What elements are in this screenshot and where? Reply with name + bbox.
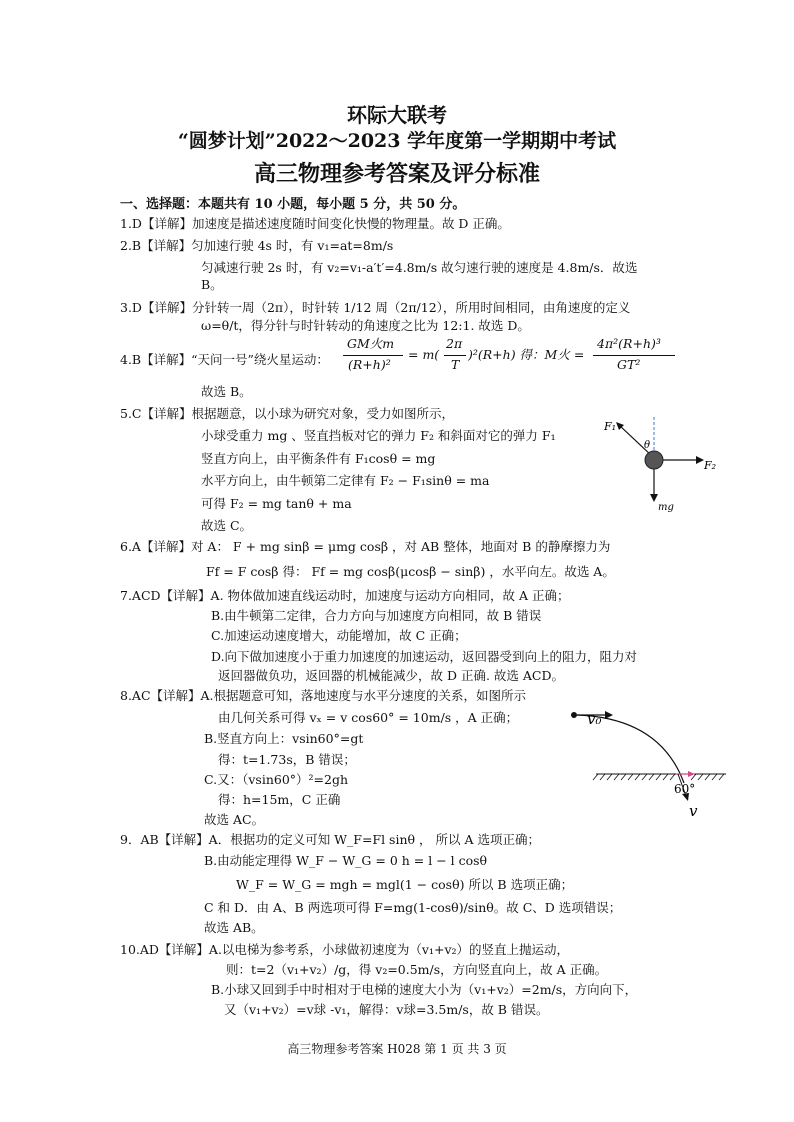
answer-q8-line1: 8.AC【详解】A.根据题意可知，落地速度与水平分速度的关系，如图所示 [120,688,527,703]
ball [645,451,663,469]
answer-q7-line4: D.向下做加速度小于重力加速度的加速运动，返回器受到向上的阻力，阻力对 [211,649,638,664]
force-diagram [596,412,726,517]
exam-organizer: 环际大联考 [347,103,447,127]
answer-q8-line2: 由几何关系可得 vₓ = v cos60° = 10m/s ，A 正确； [218,710,519,725]
label-mg: mg [658,502,674,513]
q4-frac1-num: GM火m [347,336,395,351]
answer-q9-line4: C 和 D．由 A、B 两选项可得 F=mg(1-cosθ)/sinθ。故 C、D 选项错误； [204,900,622,915]
answer-q5-line3: 竖直方向上，由平衡条件有 F₁cosθ = mg [201,451,436,466]
arrowhead-icon [696,456,704,464]
fraction-bar [343,355,403,356]
answer-q5-line5: 可得 F₂ = mg tanθ + ma [201,496,352,511]
projectile-diagram [568,700,734,822]
page-title: 高三物理参考答案及评分标准 [253,161,540,187]
fraction-bar [593,355,675,356]
answer-q5-line1: 5.C【详解】根据题意，以小球为研究对象，受力如图所示， [120,406,454,421]
answer-q2-line2: 匀减速行驶 2s 时，有 v₂=v₁-a′t′=4.8m/s 故匀速行驶的速度是 4.8m/s．故选 [201,260,638,275]
answer-q8-line4: 得：t=1.73s，B 错误； [218,752,356,767]
answer-q8-line3: B.竖直方向上：vsin60°=gt [204,731,364,746]
arrowhead-icon [650,494,658,502]
q4-frac2-num: 2π [446,336,463,351]
q4-frac1-den: (R+h)² [348,357,391,372]
answer-q6-line1: 6.A【详解】对 A： F + mg sinβ = μmg cosβ ，对 AB 整体，地面对 B 的静摩擦力为 [120,539,611,554]
answer-q3-line2: ω=θ/t，得分针与时针转动的角速度之比为 12:1. 故选 D。 [201,318,530,333]
answer-q9-line2: B.由动能定理得 W_F − W_G = 0 h = l − l cosθ [204,853,488,868]
answer-q2-line3: B。 [201,277,223,292]
answer-q8-line7: 故选 AC。 [204,812,265,827]
answer-q7-line5: 返回器做负功，返回器的机械能减少，故 D 正确. 故选 ACD。 [218,668,565,683]
answer-q10-line1: 10.AD【详解】A.以电梯为参考系，小球做初速度为（v₁+v₂）的竖直上抛运动， [120,942,570,957]
page-footer: 高三物理参考答案 H028 第 1 页 共 3 页 [287,1042,507,1056]
label-v0: v₀ [587,710,602,728]
answer-q5-line6: 故选 C。 [201,518,253,533]
answer-q7-line2: B.由牛顿第二定律，合力方向与加速度方向相同，故 B 错误 [211,608,542,623]
answer-q4-line2: 故选 B。 [201,384,252,399]
answer-q9-line1: 9．AB【详解】A．根据功的定义可知 W_F=Fl sinθ ， 所以 A 选项正确； [120,832,540,847]
exam-title: “圆梦计划”2022～2023 学年度第一学期期中考试 [177,130,617,152]
answer-q7-line3: C.加速运动速度增大，动能增加，故 C 正确； [211,628,467,643]
label-f2: F₂ [704,459,717,472]
label-f1: F₁ [604,420,617,433]
answer-q9-line3: W_F = W_G = mgh = mgl(1 − cosθ) 所以 B 选项正确； [236,877,574,892]
answer-q10-line4: 又（v₁+v₂）=v球 -v₁，解得：v球=3.5m/s，故 B 错误。 [224,1002,549,1017]
answer-q4-line1: 4.B【详解】“天问一号”绕火星运动： [120,352,329,367]
answer-q5-line2: 小球受重力 mg 、竖直挡板对它的弹力 F₂ 和斜面对它的弹力 F₁ [201,428,556,443]
answer-q8-line5: C.又：（vsin60°）²=2gh [204,772,349,787]
answer-q1: 1.D【详解】加速度是描述速度随时间变化快慢的物理量。故 D 正确。 [120,216,510,231]
ground-hatching [593,774,724,780]
label-v: v [689,802,698,820]
answer-q9-line5: 故选 AB。 [204,920,264,935]
q4-frac3-num: 4π²(R+h)³ [597,336,661,351]
answer-q8-line6: 得：h=15m，C 正确 [218,792,341,807]
q4-eq-mid: = m( [408,347,440,362]
label-theta: θ [644,440,651,451]
answer-q7-line1: 7.ACD【详解】A. 物体做加速直线运动时，加速度与运动方向相同，故 A 正确； [120,588,570,603]
q4-eq-end: )²(R+h) 得：M火 = [468,347,585,362]
answer-q10-line2: 则：t=2（v₁+v₂）/g，得 v₂=0.5m/s，方向竖直向上，故 A 正确。 [226,962,608,977]
section-heading: 一、选择题：本题共有 10 小题，每小题 5 分，共 50 分。 [120,197,466,212]
fraction-bar [444,355,466,356]
launch-point [571,712,577,718]
q4-frac2-den: T [451,357,460,372]
answer-q10-line3: B.小球又回到手中时相对于电梯的速度大小为（v₁+v₂）=2m/s，方向向下， [211,982,638,997]
answer-q2-line1: 2.B【详解】匀加速行驶 4s 时，有 v₁=at=8m/s [120,238,394,253]
label-angle: 60° [674,782,696,796]
answer-q3-line1: 3.D【详解】分针转一周（2π），时针转 1/12 周（2π/12），所用时间相同，由角速度的定义 [120,300,631,315]
answer-q6-line2: Ff = F cosβ 得： Ff = mg cosβ(μcosβ − sinβ) ，水平向左。故选 A。 [206,564,615,579]
q4-frac3-den: GT² [617,357,641,372]
answer-q5-line4: 水平方向上，由牛顿第二定律有 F₂ − F₁sinθ = ma [201,473,490,488]
